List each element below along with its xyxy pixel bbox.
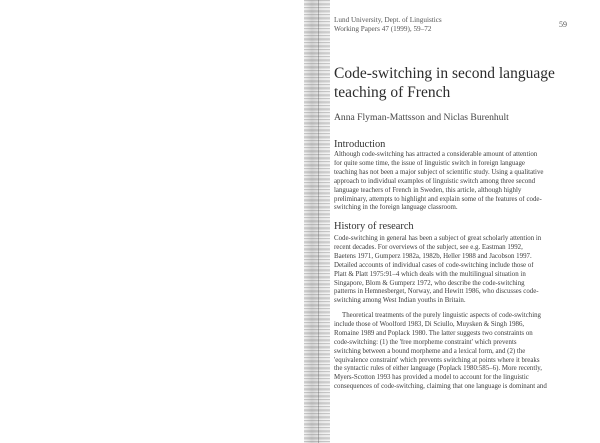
page-number: 59 bbox=[559, 20, 567, 29]
text-line: for quite some time, the issue of linguistic switch in foreign language bbox=[334, 159, 525, 167]
text-line: approach to individual examples of linguistic switch among three second bbox=[334, 177, 536, 185]
text-line: patterns in Hemnesberget, Norway, and Hewitt 1986, who discusses code- bbox=[334, 288, 539, 296]
text-line: recent decades. For overviews of the subject, see e.g. Eastman 1992, bbox=[334, 243, 523, 251]
text-line: Code-switching in general has been a subject of great scholarly attention in bbox=[334, 235, 542, 242]
authors: Anna Flyman-Mattsson and Niclas Burenhult bbox=[334, 112, 509, 123]
title-line: Code-switching in second language bbox=[334, 65, 555, 82]
paragraph-introduction bbox=[334, 151, 588, 213]
text-line: 'equivalence constraint' which prevents switching at points where it breaks bbox=[334, 356, 540, 364]
running-head-line: Working Papers 47 (1999), 59–72 bbox=[334, 25, 432, 33]
text-line: code-switching: (1) the 'free morpheme constraint' which prevents bbox=[334, 338, 517, 346]
text-line: the syntactic rules of either language (Poplack 1980:585–6). More recently, bbox=[334, 365, 542, 373]
article-title bbox=[334, 64, 592, 102]
text-line: language teachers of French in Sweden, this article, although highly bbox=[334, 186, 522, 194]
text-line: Baetens 1971, Gumperz 1982a, 1982b, Heller 1988 and Jacobson 1997. bbox=[334, 252, 532, 260]
text-line: Detailed accounts of individual cases of code-switching include those of bbox=[334, 261, 534, 269]
text-line: Although code-switching has attracted a considerable amount of attention bbox=[334, 151, 538, 158]
page-edge-line bbox=[318, 0, 319, 443]
paragraph-history-1 bbox=[334, 235, 588, 306]
text-line: switching in the foreign language classroom. bbox=[334, 204, 458, 212]
text-line: Theoretical treatments of the purely linguistic aspects of code-switching bbox=[342, 312, 541, 319]
text-line: Myers-Scotton 1993 has provided a model to account for the linguistic bbox=[334, 374, 529, 382]
running-head bbox=[334, 16, 554, 34]
running-head-line: Lund University, Dept. of Linguistics bbox=[334, 16, 442, 24]
text-line: consequences of code-switching, claiming that one language is dominant and bbox=[334, 383, 547, 391]
text-line: Singapore, Blom & Gumperz 1972, who describe the code-switching bbox=[334, 279, 525, 287]
text-line: teaching has not been a major subject of scientific study. Using a qualitative bbox=[334, 168, 544, 176]
text-line: switching among West Indian youths in Britain. bbox=[334, 297, 466, 305]
text-line: Romaine 1989 and Poplack 1980. The latter suggests two constraints on bbox=[334, 329, 533, 337]
text-line: preliminary, attempts to highlight and explain some of the features of code- bbox=[334, 195, 542, 203]
text-line: Platt & Platt 1975:91–4 which deals with the multilingual situation in bbox=[334, 270, 526, 278]
section-heading-history: History of research bbox=[334, 221, 414, 232]
text-line: include those of Woolford 1983, Di Sciullo, Muysken & Singh 1986, bbox=[334, 320, 525, 328]
title-line: teaching of French bbox=[334, 84, 451, 101]
paragraph-history-2 bbox=[334, 312, 588, 392]
section-heading-introduction: Introduction bbox=[334, 139, 386, 150]
text-line: switching between a bound morpheme and a lexical form, and (2) the bbox=[334, 347, 526, 355]
